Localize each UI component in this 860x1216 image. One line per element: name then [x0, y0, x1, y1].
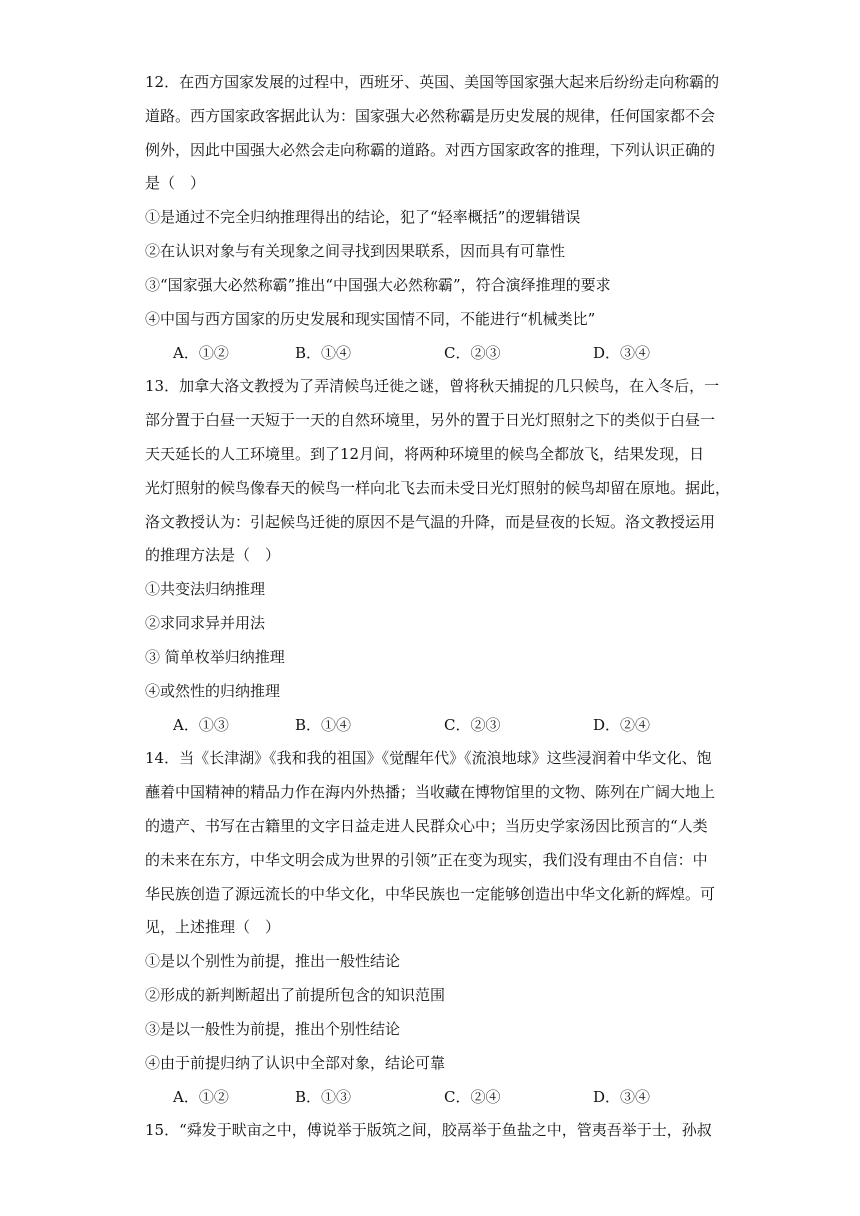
q14-stem-line-3: 的遗产、书写在古籍里的文字日益走进人民群众心中；当历史学家汤因比预言的“人类	[145, 817, 708, 835]
q12-stem-line-3: 例外，因此中国强大必然会走向称霸的道路。对西方国家政客的推理，下列认识正确的	[145, 141, 716, 159]
q14-item-2: ②形成的新判断超出了前提所包含的知识范围	[145, 986, 446, 1004]
q13-stem-line-1: 13．加拿大洛文教授为了弄清候鸟迁徙之谜，曾将秋天捕捉的几只候鸟，在入冬后，一	[145, 377, 720, 395]
q13-stem-line-2: 部分置于白昼一天短于一天的自然环境里，另外的置于日光灯照射之下的类似于白昼一	[145, 411, 716, 429]
q14-option-d: D．③④	[593, 1088, 651, 1106]
q12-item-1: ①是通过不完全归纳推理得出的结论，犯了“轻率概括”的逻辑错误	[145, 208, 581, 226]
q12-item-4: ④中国与西方国家的历史发展和现实国情不同，不能进行“机械类比”	[145, 310, 596, 328]
q13-item-1: ①共变法归纳推理	[145, 580, 266, 598]
q14-options	[173, 1087, 673, 1107]
q14-stem-line-4: 的未来在东方，中华文明会成为世界的引领”正在变为现实，我们没有理由不自信：中	[145, 851, 708, 869]
q13-option-b: B．①④	[295, 716, 352, 734]
q12-stem-line-1: 12．在西方国家发展的过程中，西班牙、英国、美国等国家强大起来后纷纷走向称霸的	[145, 73, 720, 91]
q13-stem-line-6: 的推理方法是（ ）	[145, 546, 281, 564]
q13-item-3: ③ 简单枚举归纳推理	[145, 648, 285, 666]
q12-stem-line-4: 是（ ）	[145, 174, 206, 192]
q13-stem-line-5: 洛文教授认为：引起候鸟迁徙的原因不是气温的升降，而是昼夜的长短。洛文教授运用	[145, 513, 716, 531]
q13-stem-line-4: 光灯照射的候鸟像春天的候鸟一样向北飞去而未受日光灯照射的候鸟却留在原地。据此，	[145, 479, 731, 497]
q14-stem-line-2: 蘸着中国精神的精品力作在海内外热播；当收藏在博物馆里的文物、陈列在广阔大地上	[145, 783, 716, 801]
q14-item-4: ④由于前提归纳了认识中全部对象，结论可靠	[145, 1054, 446, 1072]
q12-stem-line-2: 道路。西方国家政客据此认为：国家强大必然称霸是历史发展的规律，任何国家都不会	[145, 107, 716, 125]
q12-item-3: ③“国家强大必然称霸”推出“中国强大必然称霸”，符合演绎推理的要求	[145, 276, 611, 294]
q12-item-2: ②在认识对象与有关现象之间寻找到因果联系，因而具有可靠性	[145, 242, 566, 260]
q15-stem-line-1: 15．“舜发于畎亩之中，傅说举于版筑之间，胶鬲举于鱼盐之中，管夷吾举于士，孙叔	[145, 1121, 712, 1139]
q12-option-b: B．①④	[295, 344, 352, 362]
q14-option-c: C．②④	[444, 1088, 501, 1106]
q13-item-2: ②求同求异并用法	[145, 614, 266, 632]
q14-item-3: ③是以一般性为前提，推出个别性结论	[145, 1020, 401, 1038]
q12-option-d: D．③④	[593, 344, 651, 362]
q14-stem-line-1: 14．当《长津湖》《我和我的祖国》《觉醒年代》《流浪地球》这些浸润着中华文化、饱	[145, 749, 712, 767]
q14-option-b: B．①③	[295, 1088, 352, 1106]
q14-stem-line-6: 见，上述推理（ ）	[145, 918, 281, 936]
q13-stem-line-3: 天天延长的人工环境里。到了12月间，将两种环境里的候鸟全都放飞，结果发现，日	[145, 445, 705, 463]
q13-option-a: A．①③	[173, 716, 229, 734]
q13-item-4: ④或然性的归纳推理	[145, 682, 281, 700]
q13-options	[173, 715, 673, 735]
q14-option-a: A．①②	[173, 1088, 229, 1106]
q14-stem-line-5: 华民族创造了源远流长的中华文化，中华民族也一定能够创造出中华文化新的辉煌。可	[145, 885, 716, 903]
q13-option-c: C．②③	[444, 716, 501, 734]
q12-option-a: A．①②	[173, 344, 229, 362]
q13-option-d: D．②④	[593, 716, 651, 734]
q12-option-c: C．②③	[444, 344, 501, 362]
q14-item-1: ①是以个别性为前提，推出一般性结论	[145, 952, 401, 970]
q12-options	[173, 343, 673, 363]
